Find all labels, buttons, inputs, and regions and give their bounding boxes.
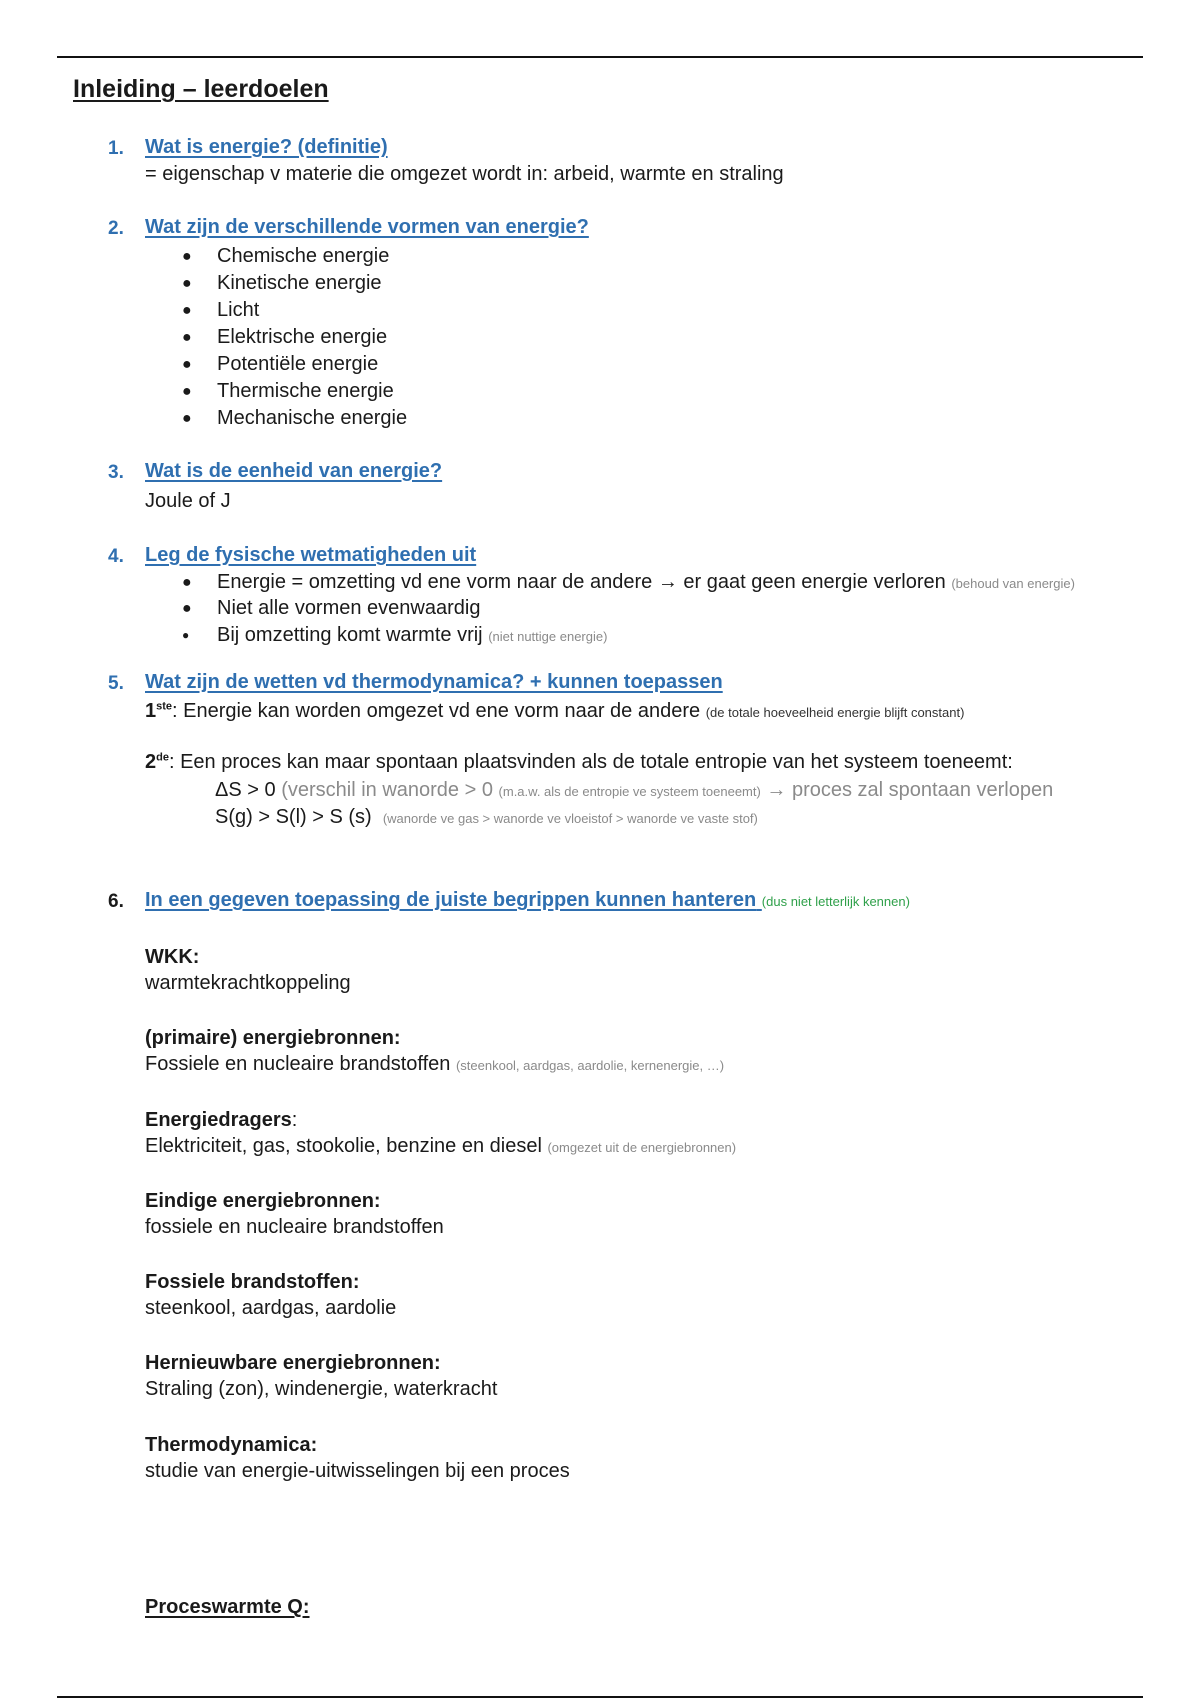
term-wkk-definition: warmtekrachtkoppeling [145, 972, 351, 994]
bullet-icon: ● [182, 329, 192, 346]
q2-number: 2. [108, 218, 124, 239]
primary-sources-note: (steenkool, aardgas, aardolie, kernenergie, …) [455, 1058, 725, 1073]
list-item: Chemische energie [217, 245, 390, 267]
page-title: Inleiding – leerdoelen [73, 75, 329, 103]
list-item: Mechanische energie [217, 407, 408, 429]
q5-heading: Wat zijn de wetten vd thermodynamica? + kunnen toepassen [145, 671, 723, 693]
list-item: Elektrische energie [217, 326, 388, 348]
term-wkk-label: WKK: [145, 946, 200, 968]
delta-s-conclusion: → proces zal spontaan verlopen [766, 779, 1054, 801]
term-process-heat-label: Proceswarmte Q: [145, 1596, 310, 1618]
term-renewable-label: Hernieuwbare energiebronnen: [145, 1352, 441, 1374]
q6-heading-text: In een gegeven toepassing de juiste begrippen kunnen hanteren [145, 889, 757, 911]
bullet-icon: ● [182, 302, 192, 319]
term-primary-sources-label: (primaire) energiebronnen: [145, 1027, 401, 1049]
q1-heading: Wat is energie? (definitie) [145, 136, 388, 158]
delta-s-formula: ΔS > 0 [215, 779, 276, 801]
law1-number: 1 [145, 700, 157, 722]
q6-heading [145, 889, 910, 912]
term-thermodynamics-label: Thermodynamica: [145, 1434, 318, 1456]
law2-text: : Een proces kan maar spontaan plaatsvinden als de totale entropie van het systeem toeneemt: [168, 751, 1013, 773]
carriers-colon: : [291, 1109, 298, 1131]
bullet-icon: ● [182, 275, 192, 292]
bullet-icon: ● [182, 248, 192, 265]
list-item: Thermische energie [217, 380, 394, 402]
law1-sup: ste [156, 700, 173, 713]
delta-s-explanation: (verschil in wanorde > 0 [281, 779, 493, 801]
term-carriers-label [145, 1109, 297, 1132]
q4-number: 4. [108, 546, 124, 567]
delta-s-note: (m.a.w. als de entropie ve systeem toeneemt) [498, 784, 761, 799]
term-carriers-definition [145, 1135, 736, 1158]
q4-item3-text: Bij omzetting komt warmte vrij [217, 624, 483, 646]
carriers-text: Elektriciteit, gas, stookolie, benzine en diesel [145, 1135, 542, 1157]
carriers-label-bold: Energiedragers [145, 1109, 292, 1131]
q6-note: (dus niet letterlijk kennen) [761, 894, 910, 909]
bullet-icon: ● [182, 356, 192, 373]
q6-number: 6. [108, 891, 124, 912]
list-item [217, 571, 1075, 594]
entropy-order-formula: S(g) > S(l) > S (s) [215, 806, 372, 828]
q1-answer: = eigenschap v materie die omgezet wordt in: arbeid, warmte en straling [145, 163, 784, 185]
delta-s-line [215, 779, 1053, 802]
term-fossil-fuels-definition: steenkool, aardgas, aardolie [145, 1297, 397, 1319]
law2-sup: de [156, 751, 169, 764]
entropy-order-line [215, 806, 758, 829]
q3-answer: Joule of J [145, 490, 231, 512]
primary-sources-text: Fossiele en nucleaire brandstoffen [145, 1053, 451, 1075]
bullet-icon: ● [182, 574, 192, 591]
term-finite-sources-label: Eindige energiebronnen: [145, 1190, 381, 1212]
bullet-icon: ● [182, 383, 192, 400]
entropy-order-note: (wanorde ve gas > wanorde ve vloeistof > wanorde ve vaste stof) [382, 811, 758, 826]
law1-text: : Energie kan worden omgezet vd ene vorm naar de andere [172, 700, 701, 722]
q2-heading: Wat zijn de verschillende vormen van energie? [145, 216, 589, 238]
list-item: Kinetische energie [217, 272, 382, 294]
bullet-icon: ● [182, 600, 192, 617]
law2-number: 2 [145, 751, 157, 773]
bottom-rule [57, 1696, 1143, 1698]
law1-line [145, 700, 964, 723]
q5-number: 5. [108, 673, 124, 694]
top-rule [57, 56, 1143, 58]
law1-note: (de totale hoeveelheid energie blijft constant) [705, 705, 965, 720]
q3-number: 3. [108, 462, 124, 483]
q3-heading: Wat is de eenheid van energie? [145, 460, 443, 482]
q4-item3-note: (niet nuttige energie) [488, 629, 608, 644]
carriers-note: (omgezet uit de energiebronnen) [547, 1140, 737, 1155]
list-item: Potentiële energie [217, 353, 379, 375]
list-item [217, 624, 607, 647]
term-finite-sources-definition: fossiele en nucleaire brandstoffen [145, 1216, 444, 1238]
q1-number: 1. [108, 138, 124, 159]
q4-heading: Leg de fysische wetmatigheden uit [145, 544, 477, 566]
term-primary-sources-definition [145, 1053, 724, 1076]
law2-line [145, 751, 1013, 774]
bullet-icon: ● [182, 628, 190, 642]
term-fossil-fuels-label: Fossiele brandstoffen: [145, 1271, 360, 1293]
list-item: Licht [217, 299, 260, 321]
q4-item1-note: (behoud van energie) [951, 576, 1075, 591]
list-item: Niet alle vormen evenwaardig [217, 597, 481, 619]
term-thermodynamics-definition: studie van energie-uitwisselingen bij een proces [145, 1460, 570, 1482]
term-renewable-definition: Straling (zon), windenergie, waterkracht [145, 1378, 498, 1400]
bullet-icon: ● [182, 410, 192, 427]
q4-item1-text: Energie = omzetting vd ene vorm naar de andere → er gaat geen energie verloren [217, 571, 946, 593]
